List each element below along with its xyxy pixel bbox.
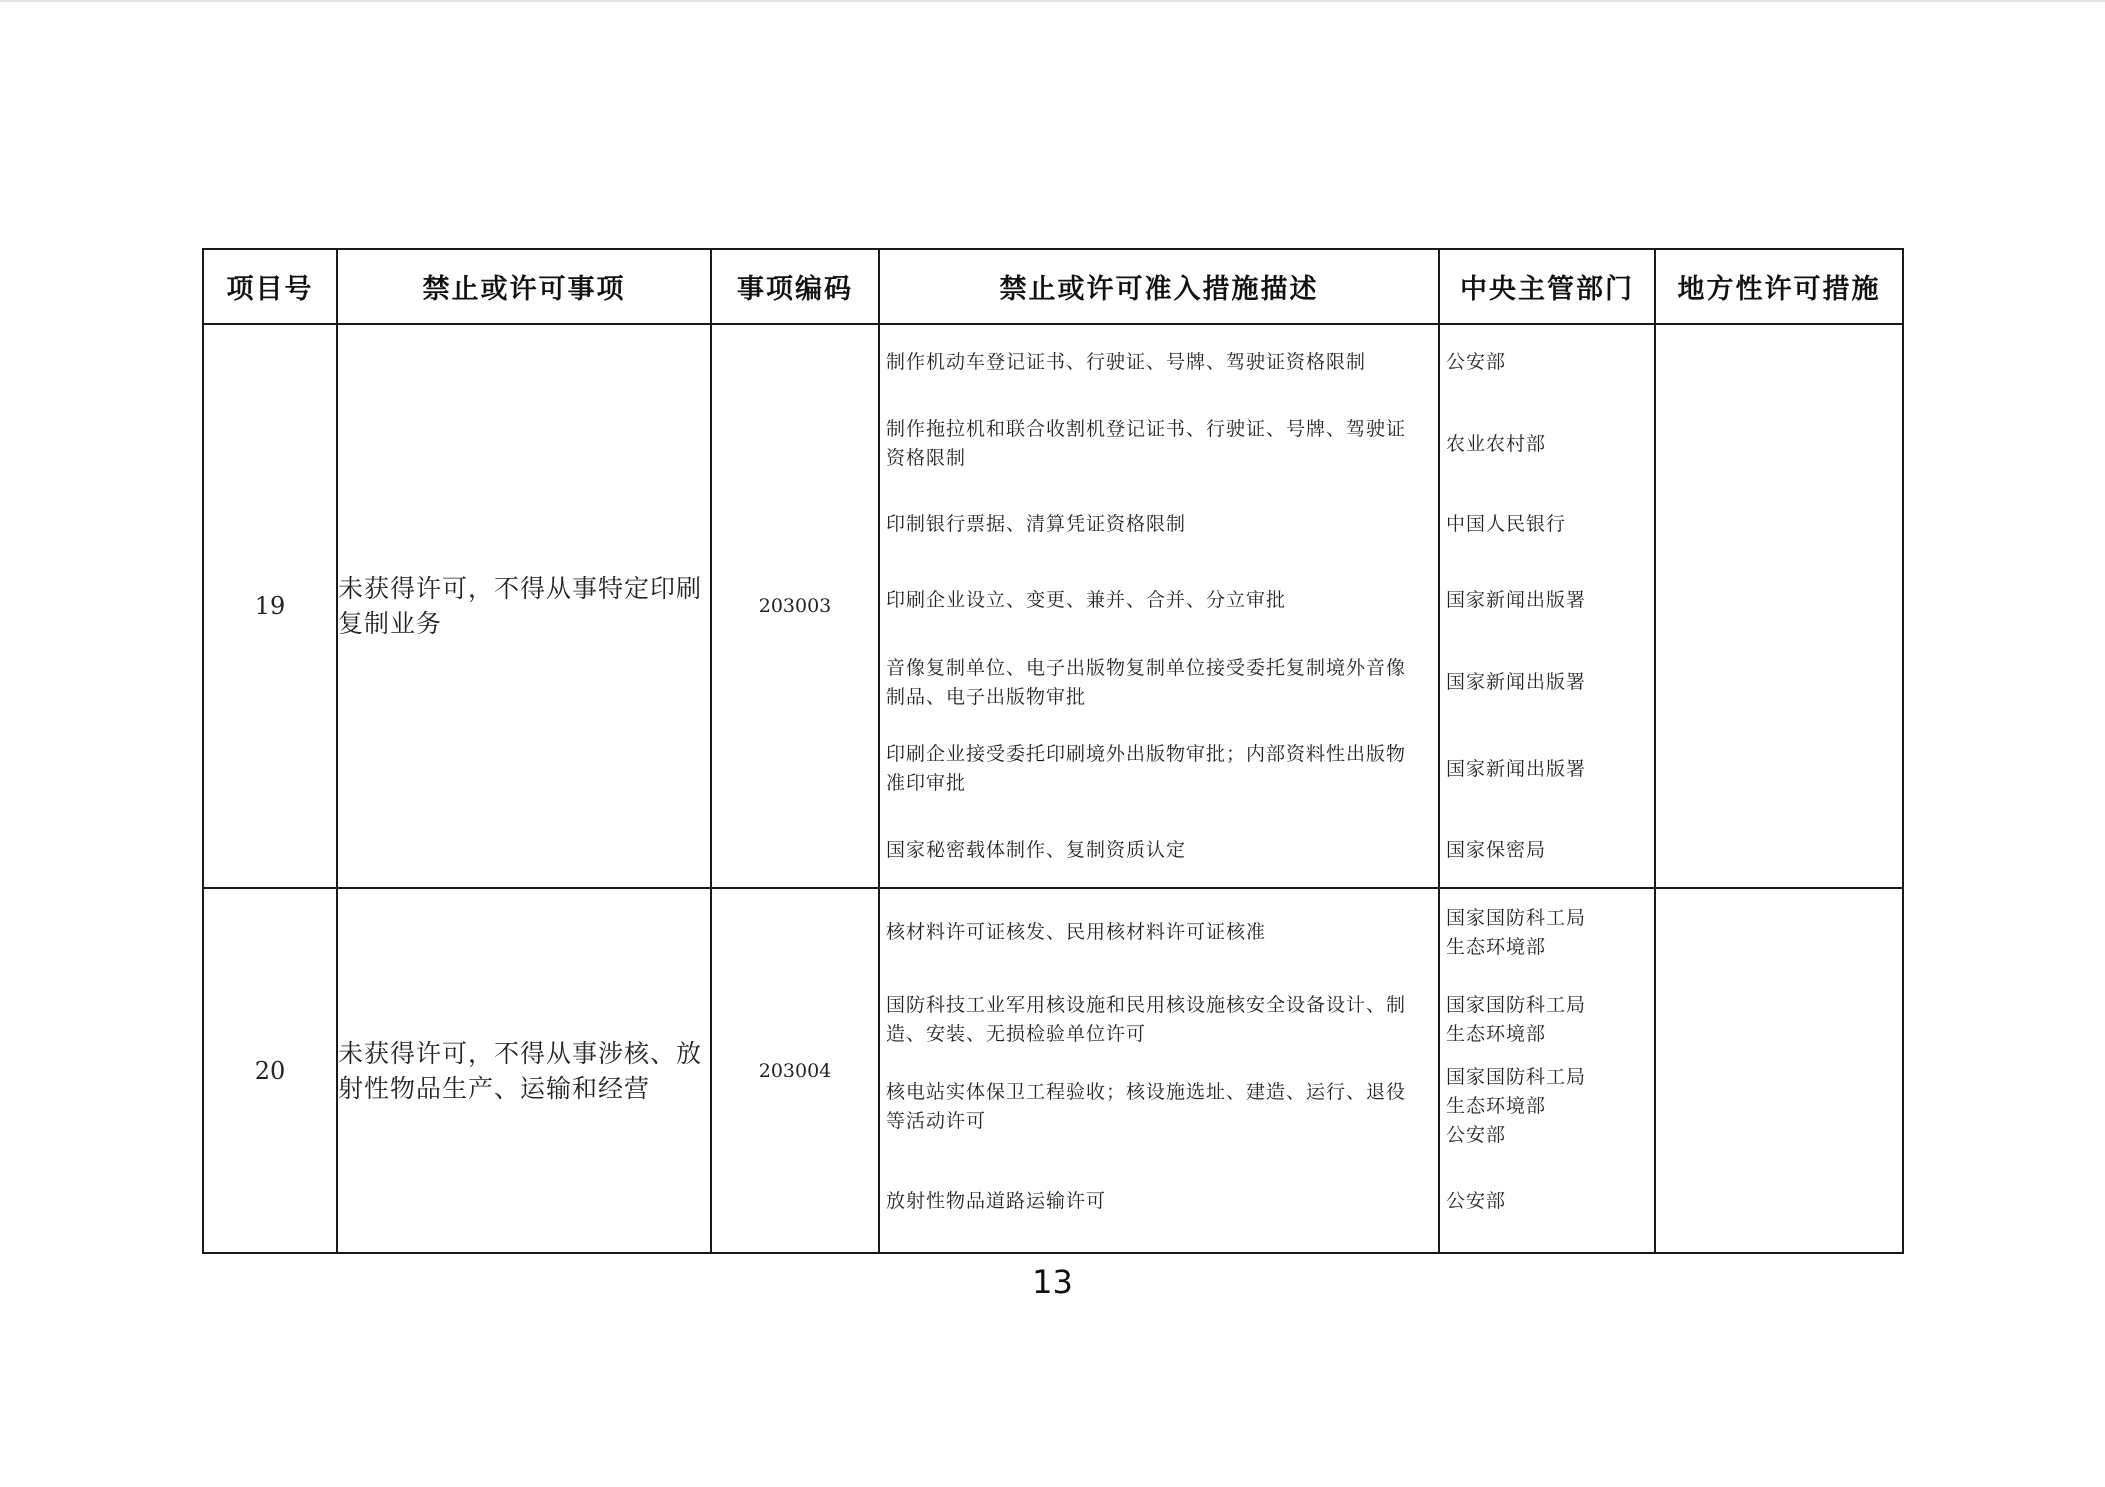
- department-entry: 农业农村部: [1446, 432, 1547, 455]
- department-entry: [1440, 1063, 1654, 1150]
- header-item: 禁止或许可事项: [337, 249, 711, 324]
- department-entry: [1440, 976, 1654, 1063]
- measure-description: 音像复制单位、电子出版物复制单位接受委托复制境外音像制品、电子出版物审批: [886, 656, 1407, 708]
- measure-description: 国家秘密载体制作、复制资质认定: [886, 838, 1187, 861]
- header-central-dept: 中央主管部门: [1439, 249, 1655, 324]
- header-code: 事项编码: [711, 249, 879, 324]
- item-title: 未获得许可，不得从事涉核、放射性物品生产、运输和经营: [337, 888, 711, 1253]
- department-name: 公安部: [1446, 1124, 1507, 1146]
- department-name: 国家国防科工局: [1446, 906, 1587, 929]
- department-name: 生态环境部: [1446, 1095, 1547, 1117]
- top-rule: [0, 0, 2105, 2]
- measure-description: 制作机动车登记证书、行驶证、号牌、驾驶证资格限制: [886, 351, 1367, 373]
- item-code: 203003: [711, 324, 879, 888]
- measure-description: 制作拖拉机和联合收割机登记证书、行驶证、号牌、驾驶证资格限制: [886, 418, 1407, 469]
- department-name: 生态环境部: [1446, 935, 1547, 958]
- department-list: [1439, 324, 1655, 888]
- table-row: [203, 324, 1903, 888]
- measure-description: 印制银行票据、清算凭证资格限制: [886, 512, 1187, 535]
- department-entry: 中国人民银行: [1446, 512, 1567, 535]
- measure-description: 印刷企业设立、变更、兼并、合并、分立审批: [886, 588, 1287, 611]
- measure-description: 核材料许可证核发、民用核材料许可证核准: [886, 921, 1267, 943]
- permit-table: [202, 248, 1904, 1254]
- department-entry: 国家新闻出版署: [1446, 757, 1587, 780]
- header-local-measure: 地方性许可措施: [1655, 249, 1903, 324]
- header-item-no: 项目号: [203, 249, 337, 324]
- local-measure-cell: [1655, 324, 1903, 888]
- item-number: 19: [203, 324, 337, 888]
- department-entry: 国家新闻出版署: [1446, 671, 1587, 693]
- department-list: [1439, 888, 1655, 1253]
- measure-description: 国防科技工业军用核设施和民用核设施核安全设备设计、制造、安装、无损检验单位许可: [886, 993, 1407, 1045]
- department-entry: [1440, 889, 1654, 976]
- header-description: 禁止或许可准入措施描述: [879, 249, 1439, 324]
- item-title: 未获得许可，不得从事特定印刷复制业务: [337, 324, 711, 888]
- department-entry: 公安部: [1446, 351, 1507, 373]
- department-name: 生态环境部: [1446, 1022, 1547, 1045]
- measure-list: [879, 888, 1439, 1253]
- department-entry: [1440, 1150, 1654, 1252]
- department-name: 国家国防科工局: [1446, 1066, 1587, 1088]
- page-number: 13: [1032, 1263, 1073, 1301]
- measure-description: 核电站实体保卫工程验收；核设施选址、建造、运行、退役等活动许可: [886, 1080, 1407, 1132]
- measure-description: 印刷企业接受委托印刷境外出版物审批；内部资料性出版物准印审批: [886, 743, 1407, 794]
- measure-description: 放射性物品道路运输许可: [886, 1189, 1107, 1212]
- department-name: 国家国防科工局: [1446, 993, 1587, 1016]
- department-entry: 国家保密局: [1446, 838, 1547, 861]
- item-number: 20: [203, 888, 337, 1253]
- table-row: [203, 888, 1903, 1253]
- department-name: 公安部: [1446, 1189, 1507, 1212]
- header-row: [203, 249, 1903, 324]
- department-entry: 国家新闻出版署: [1446, 588, 1587, 611]
- measure-list: [879, 324, 1439, 888]
- item-code: 203004: [711, 888, 879, 1253]
- local-measure-cell: [1655, 888, 1903, 1253]
